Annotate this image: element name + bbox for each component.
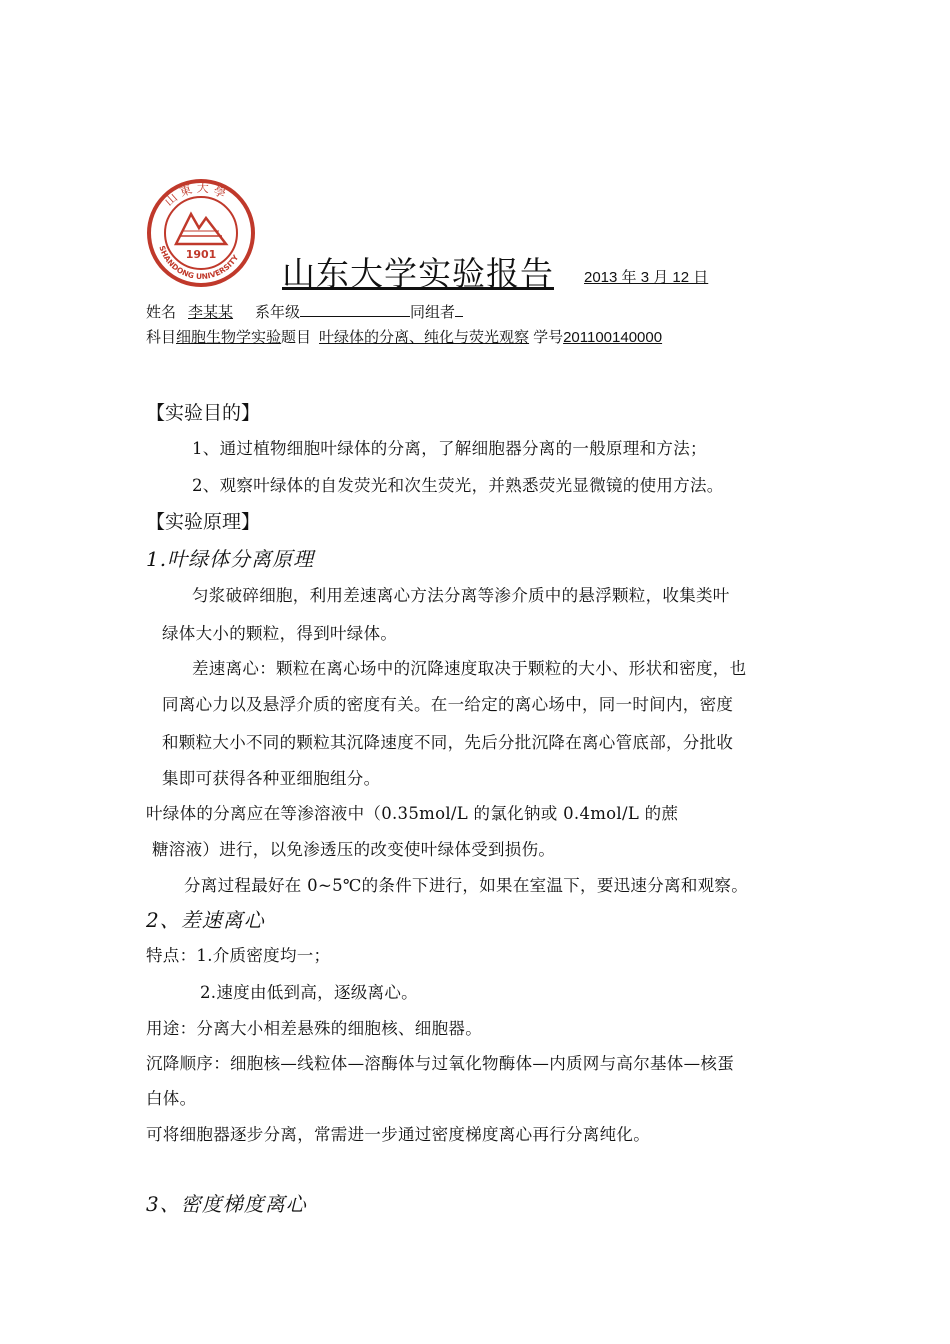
- subheading-1: 1.叶绿体分离原理: [146, 547, 315, 571]
- purpose-item-1: 1、通过植物细胞叶绿体的分离，了解细胞器分离的一般原理和方法；: [192, 439, 707, 458]
- para-2-line-4: 集即可获得各种亚细胞组分。: [162, 769, 381, 788]
- logo-year: 1901: [185, 248, 217, 261]
- feature-1: 特点：1.介质密度均一；: [146, 946, 331, 965]
- id-value: 201100140000: [563, 329, 663, 346]
- dept-blank: [300, 302, 410, 317]
- para-2-line-1: 差速离心：颗粒在离心场中的沉降速度取决于颗粒的大小、形状和密度，也: [192, 659, 747, 678]
- svg-text:SHANDONG UNIVERSITY: SHANDONG UNIVERSITY: [157, 244, 241, 282]
- name-label: 姓名: [146, 303, 177, 321]
- principle-heading: 【实验原理】: [146, 511, 261, 533]
- subject-value: 细胞生物学实验: [176, 328, 282, 346]
- partner-label: 同组者: [410, 303, 456, 321]
- shandong-university-seal: [146, 178, 256, 288]
- dept-label: 系年级: [255, 303, 301, 321]
- para-1-line-2: 绿体大小的颗粒，得到叶绿体。: [162, 624, 398, 643]
- svg-text:山 東 大 學: 山 東 大 學: [161, 180, 229, 209]
- purpose-heading: 【实验目的】: [146, 402, 261, 424]
- para-2-line-3: 和颗粒大小不同的颗粒其沉降速度不同，先后分批沉降在离心管底部，分批收: [162, 733, 734, 752]
- subject-label: 科目: [146, 328, 177, 346]
- para-2-line-2: 同离心力以及悬浮介质的密度有关。在一给定的离心场中，同一时间内，密度: [162, 695, 734, 714]
- report-title: 山东大学实验报告: [282, 254, 554, 293]
- info-line-2: [146, 326, 662, 347]
- para-3-line-1: 叶绿体的分离应在等渗溶液中（0.35mol/L 的氯化钠或 0.4mol/L 的蔗: [146, 804, 679, 823]
- subheading-2: 2、差速离心: [146, 908, 265, 932]
- partner-blank: [455, 302, 463, 317]
- note-line: 可将细胞器逐步分离，常需进一步通过密度梯度离心再行分离纯化。: [146, 1125, 650, 1144]
- feature-2: 2.速度由低到高，逐级离心。: [200, 983, 418, 1002]
- id-label: 学号: [533, 328, 564, 346]
- purpose-item-2: 2、观察叶绿体的自发荧光和次生荧光，并熟悉荧光显微镜的使用方法。: [192, 476, 724, 495]
- topic-value: 叶绿体的分离、纯化与荧光观察: [319, 328, 530, 346]
- order-line-1: 沉降顺序：细胞核—线粒体—溶酶体与过氧化物酶体—内质网与高尔基体—核蛋: [146, 1054, 734, 1073]
- subheading-3: 3、密度梯度离心: [146, 1192, 307, 1216]
- info-line-1: [146, 301, 463, 322]
- para-1-line-1: 匀浆破碎细胞，利用差速离心方法分离等渗介质中的悬浮颗粒，收集类叶: [192, 586, 730, 605]
- use-line: 用途：分离大小相差悬殊的细胞核、细胞器。: [146, 1019, 482, 1038]
- order-line-2: 白体。: [146, 1089, 197, 1108]
- name-value: 李某某: [188, 303, 234, 321]
- para-4: 分离过程最好在 0~5℃的条件下进行，如果在室温下，要迅速分离和观察。: [184, 876, 749, 895]
- topic-label: 题目: [281, 328, 312, 346]
- report-date: 2013 年 3 月 12 日: [584, 269, 709, 286]
- para-3-line-2: 糖溶液）进行，以免渗透压的改变使叶绿体受到损伤。: [152, 840, 556, 859]
